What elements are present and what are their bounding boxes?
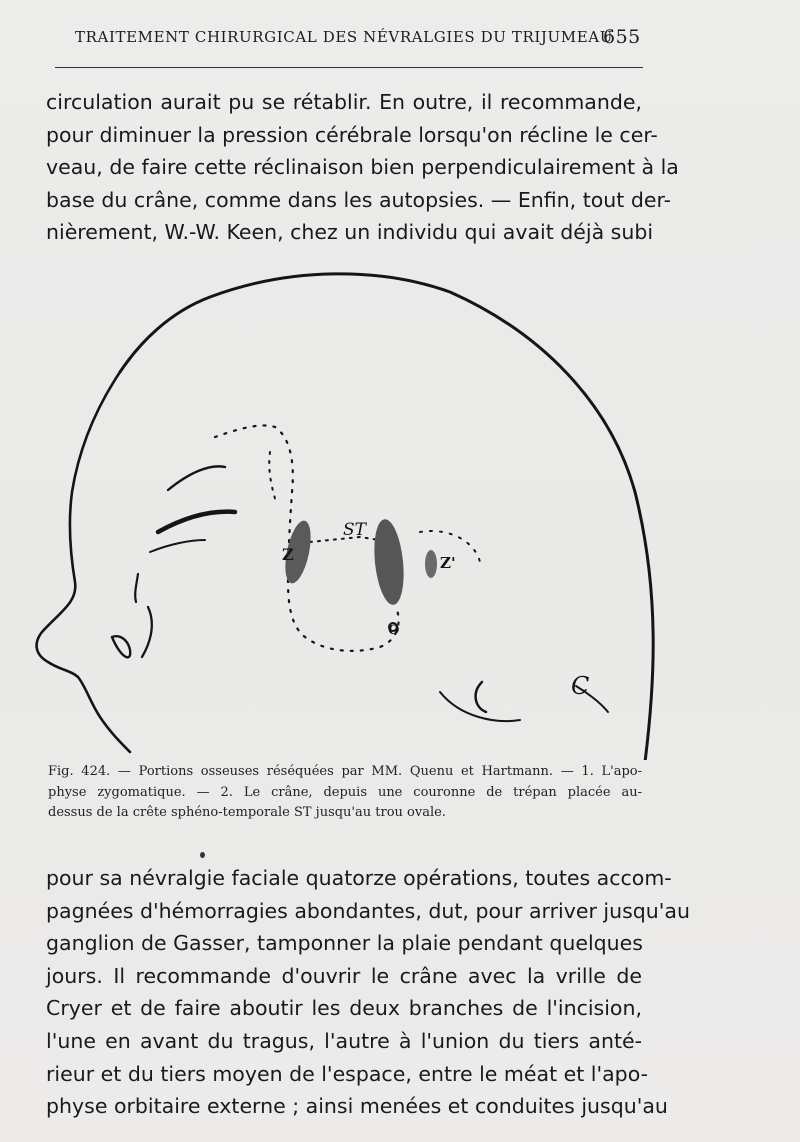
text-line: Cryer et de faire aboutir les deux branches de l'incision, bbox=[46, 996, 642, 1021]
text-line: rieur et du tiers moyen de l'espace, entre le méat et l'apo- bbox=[46, 1061, 649, 1086]
orbit-line-1 bbox=[168, 466, 225, 490]
text-line: l'une en avant du tragus, l'autre à l'union du tiers anté- bbox=[46, 1028, 642, 1053]
text-line: jours. Il recommande d'ouvrir le crâne avec la vrille de bbox=[46, 963, 642, 988]
caption-line: Fig. 424. — Portions osseuses réséquées par MM. Quenu et Hartmann. — 1. L'apo- bbox=[48, 764, 642, 779]
cheek-line bbox=[142, 607, 152, 657]
c-curve bbox=[476, 682, 486, 712]
face-short-line bbox=[135, 574, 138, 602]
nostril bbox=[112, 636, 130, 657]
text-line: pour sa névralgie faciale quatorze opérations, toutes accom- bbox=[46, 866, 672, 890]
header-rule bbox=[55, 67, 643, 68]
text-line: circulation aurait pu se rétablir. En outre, il recommande, bbox=[46, 90, 642, 114]
text-line: physe orbitaire externe ; ainsi menées et conduites jusqu'au bbox=[46, 1094, 668, 1119]
face-profile bbox=[37, 372, 130, 752]
text-line: pagnées d'hémorragies abondantes, dut, pour arriver jusqu'au bbox=[46, 898, 690, 923]
text-line: pour diminuer la pression cérébrale lorsqu'on récline le cer- bbox=[46, 122, 658, 147]
figure-skull-diagram bbox=[20, 262, 670, 760]
body-text-top bbox=[46, 86, 679, 249]
skull-drawing bbox=[20, 262, 670, 760]
running-title: TRAITEMENT CHIRURGICAL DES NÉVRALGIES DU TRIJUMEAU bbox=[75, 28, 613, 46]
caption-line: physe zygomatique. — 2. Le crâne, depuis une couronne de trépan placée au- bbox=[48, 784, 642, 800]
text-line: base du crâne, comme dans les autopsies. — Enfin, tout der- bbox=[46, 187, 671, 212]
text-line: nièrement, W.-W. Keen, chez un individu qui avait déjà subi bbox=[46, 220, 654, 245]
label-z-left: Z bbox=[282, 545, 294, 564]
trephine-inner bbox=[269, 452, 276, 502]
orbit-line-3 bbox=[150, 540, 205, 552]
orbit-line-2 bbox=[158, 512, 235, 532]
text-line: veau, de faire cette réclinaison bien perpendiculairement à la bbox=[46, 155, 679, 180]
label-o: O bbox=[388, 623, 400, 638]
ink-speck bbox=[200, 852, 205, 858]
caption-line: dessus de la crête sphéno-temporale ST jusqu'au trou ovale. bbox=[48, 805, 446, 820]
text-line: ganglion de Gasser, tamponner la plaie pendant quelques bbox=[46, 931, 643, 956]
label-z-right: Z' bbox=[440, 554, 456, 572]
body-text-bottom bbox=[46, 862, 690, 1123]
figure-caption bbox=[48, 762, 642, 824]
resected-cranial bbox=[371, 518, 408, 606]
label-st: ST bbox=[343, 520, 366, 540]
resected-small bbox=[425, 550, 437, 578]
page-number: 655 bbox=[603, 26, 641, 48]
label-c: C bbox=[571, 672, 590, 700]
